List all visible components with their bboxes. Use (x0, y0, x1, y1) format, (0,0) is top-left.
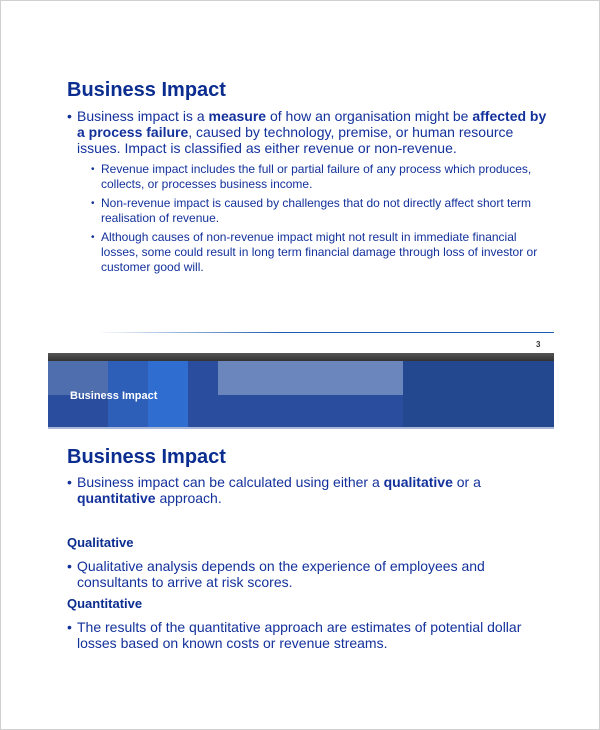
slide1-main-bullet (67, 108, 557, 156)
quantitative-bullet: • The results of the quantitative approach are estimates of potential dollar losses based on known costs or revenue streams. (67, 619, 557, 651)
quantitative-heading: Quantitative (67, 596, 143, 611)
slide1-title: Business Impact (67, 79, 226, 101)
bold-text: measure (208, 108, 267, 124)
bold-text: affected by a process failure (77, 108, 547, 140)
slide-banner (48, 353, 554, 429)
text: approach. (155, 490, 222, 506)
banner-title: Business Impact (70, 390, 158, 402)
text: Business impact is a (77, 108, 209, 124)
sub-bullet: • Non-revenue impact is caused by challenges that do not directly affect short term realisation of revenue. (91, 196, 551, 226)
bold-text: qualitative (383, 474, 453, 490)
text: of how an organisation might be (266, 108, 473, 124)
sub-bullet: • Although causes of non-revenue impact might not result in immediate financial losses, some could result in long term financial damage through loss of investor or customer good will. (91, 230, 551, 275)
sub-bullet: • Revenue impact includes the full or partial failure of any process which produces, collects, or processes business income. (91, 162, 551, 192)
qualitative-bullet: • Qualitative analysis depends on the experience of employees and consultants to arrive at risk scores. (67, 558, 557, 590)
page-number: 3 (536, 340, 541, 349)
slide2-main-bullet (67, 474, 557, 506)
divider (97, 332, 554, 333)
text: or a (452, 474, 481, 490)
text: Business impact can be calculated using either a (77, 474, 384, 490)
text: , caused by technology, premise, or human resource issues. Impact is classified as either revenue or non-revenue. (77, 124, 514, 156)
bold-text: quantitative (77, 490, 156, 506)
slide2-title: Business Impact (67, 446, 226, 468)
qualitative-heading: Qualitative (67, 535, 134, 550)
